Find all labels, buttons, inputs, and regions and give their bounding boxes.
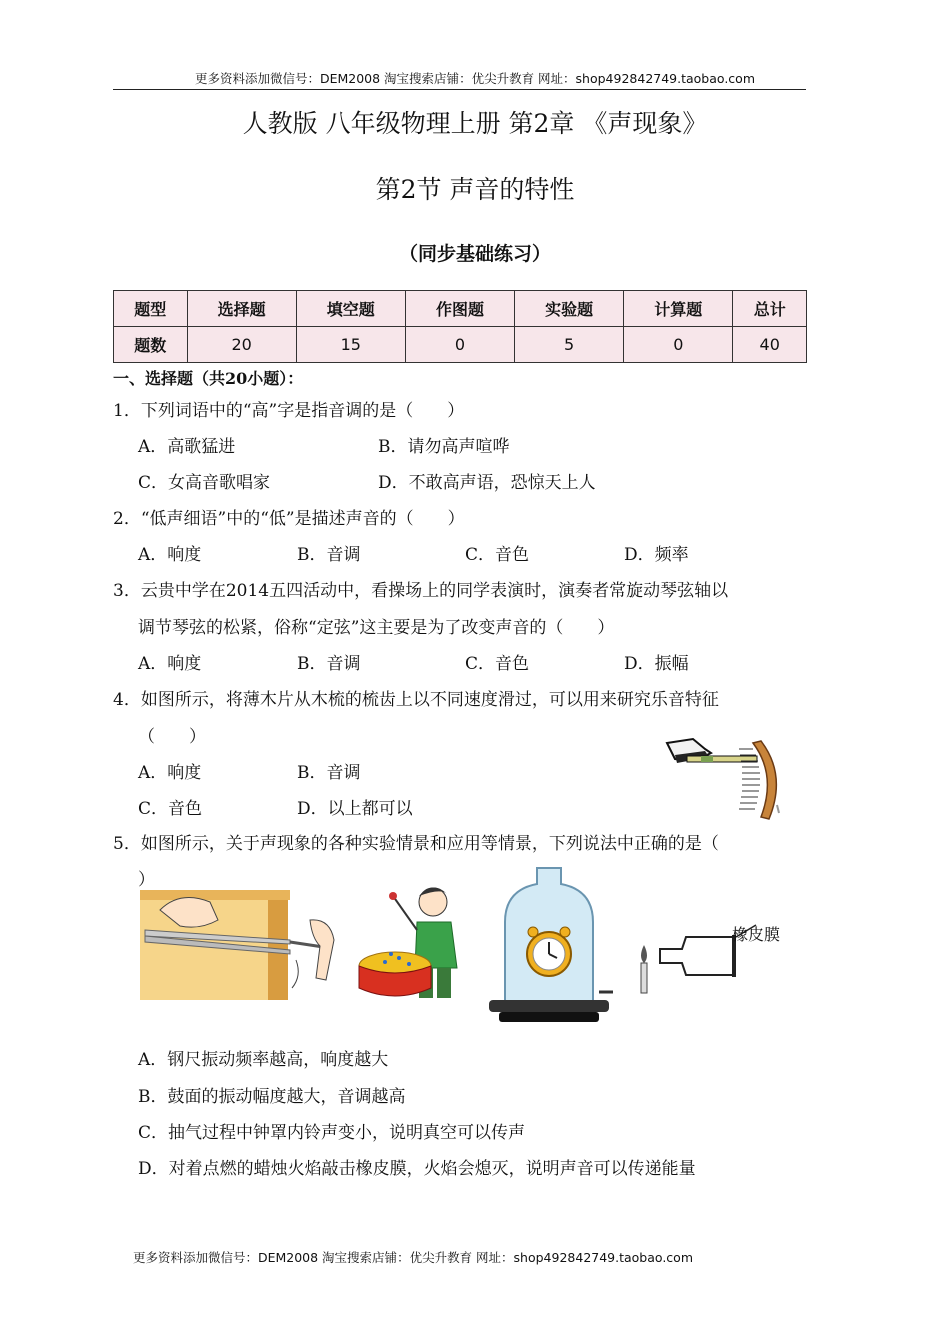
rubber-membrane-figure [630, 915, 790, 995]
drum-figure [355, 878, 475, 1003]
table-header-cell: 实验题 [515, 291, 624, 327]
question-1-option-d: D．不敢高声语，恐惊天上人 [378, 473, 596, 493]
table-header-cell: 总计 [733, 291, 807, 327]
table-row [114, 327, 807, 363]
table-header-cell: 计算题 [624, 291, 733, 327]
question-3-option-d: D．振幅 [624, 654, 689, 674]
table-header-row [114, 291, 807, 327]
table-header-cell: 填空题 [296, 291, 405, 327]
question-4-option-b: B．音调 [297, 763, 361, 783]
question-1-option-a: A．高歌猛进 [138, 437, 236, 457]
question-5-option-c: C．抽气过程中钟罩内铃声变小，说明真空可以传声 [138, 1123, 526, 1143]
bell-jar-figure [485, 862, 615, 1027]
steel-ruler-figure [140, 880, 340, 1000]
comb-experiment-figure [665, 735, 785, 825]
question-1-stem: 1．下列词语中的“高”字是指音调的是（ ） [113, 401, 465, 421]
table-header-cell: 作图题 [405, 291, 514, 327]
question-summary-table [113, 290, 807, 363]
question-3-option-a: A．响度 [138, 654, 202, 674]
question-4-option-a: A．响度 [138, 763, 202, 783]
question-1-option-b: B．请勿高声喧哗 [378, 437, 510, 457]
question-3-stem-continued: 调节琴弦的松紧，俗称“定弦”这主要是为了改变声音的（ ） [138, 618, 615, 638]
table-cell: 20 [187, 327, 296, 363]
table-header-cell: 题型 [114, 291, 188, 327]
question-3-stem: 3．云贵中学在2014五四活动中，看操场上的同学表演时，演奏者常旋动琴弦轴以 [113, 581, 729, 601]
question-5-option-b: B．鼓面的振动幅度越大，音调越高 [138, 1087, 406, 1107]
section-title: 第2节 声音的特性 [375, 175, 575, 204]
page-header: 更多资料添加微信号：DEM2008 淘宝搜索店铺：优尖升教育 网址：shop492842749.taobao.com [194, 71, 756, 86]
table-cell: 40 [733, 327, 807, 363]
question-1-option-c: C．女高音歌唱家 [138, 473, 271, 493]
table-header-cell: 选择题 [187, 291, 296, 327]
question-5-stem-continued: ） [138, 870, 155, 890]
question-5-option-d: D．对着点燃的蜡烛火焰敲击橡皮膜，火焰会熄灭，说明声音可以传递能量 [138, 1159, 696, 1179]
header-rule [113, 89, 806, 90]
question-2-option-b: B．音调 [297, 545, 361, 565]
table-cell: 0 [405, 327, 514, 363]
question-2-option-c: C．音色 [465, 545, 530, 565]
table-cell: 题数 [114, 327, 188, 363]
question-4-stem: 4．如图所示，将薄木片从木梳的梳齿上以不同速度滑过，可以用来研究乐音特征 [113, 690, 719, 710]
question-5-option-a: A．钢尺振动频率越高，响度越大 [138, 1050, 389, 1070]
question-3-option-b: B．音调 [297, 654, 361, 674]
question-5-stem: 5．如图所示，关于声现象的各种实验情景和应用等情景，下列说法中正确的是（ [113, 834, 719, 854]
subtitle: （同步基础练习） [398, 243, 551, 265]
table-cell: 15 [296, 327, 405, 363]
question-4-option-d: D．以上都可以 [297, 799, 413, 819]
rubber-membrane-label: 橡皮膜 [732, 925, 781, 944]
question-2-option-a: A．响度 [138, 545, 202, 565]
table-cell: 0 [624, 327, 733, 363]
question-4-option-c: C．音色 [138, 799, 203, 819]
part-title: 一、选择题（共20小题）： [113, 369, 304, 388]
page-footer: 更多资料添加微信号：DEM2008 淘宝搜索店铺：优尖升教育 网址：shop492842749.taobao.com [132, 1250, 694, 1265]
document-title: 人教版 八年级物理上册 第2章 《声现象》 [242, 109, 708, 138]
question-4-stem-continued: （ ） [138, 727, 206, 747]
question-3-option-c: C．音色 [465, 654, 530, 674]
table-cell: 5 [515, 327, 624, 363]
question-2-stem: 2．“低声细语”中的“低”是描述声音的（ ） [113, 509, 465, 529]
question-2-option-d: D．频率 [624, 545, 689, 565]
